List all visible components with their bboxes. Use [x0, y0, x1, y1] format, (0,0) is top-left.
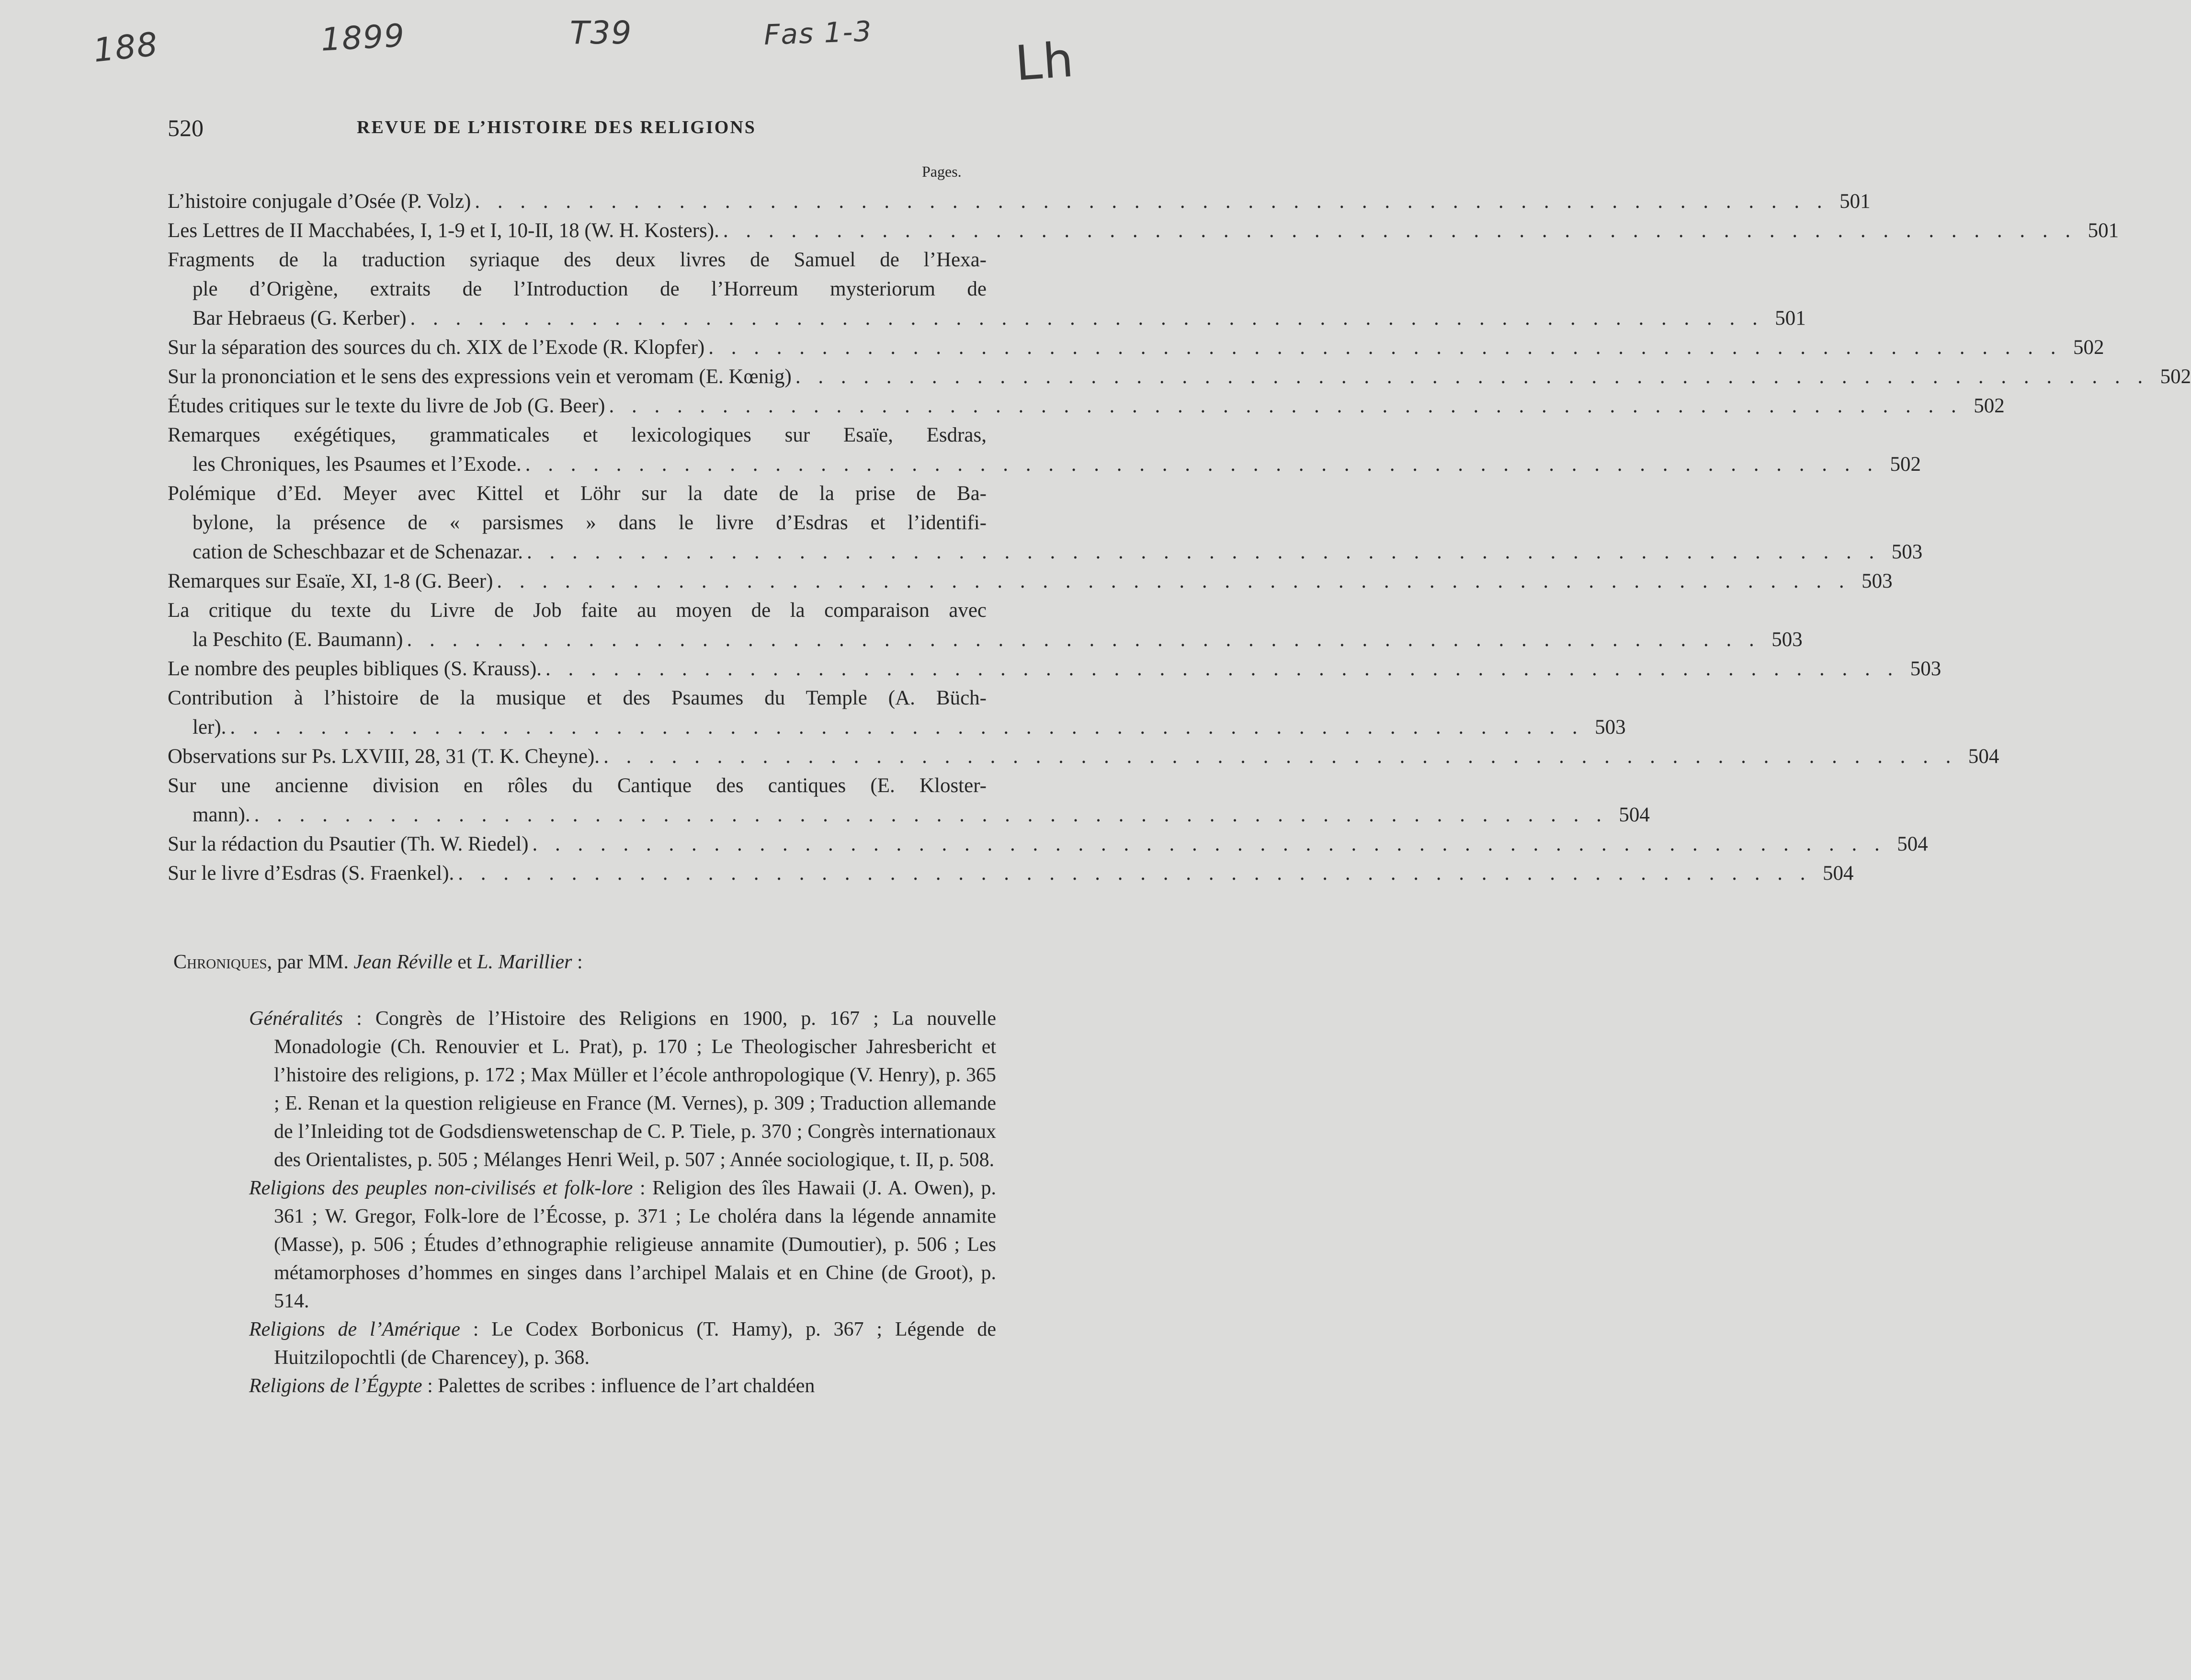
toc-entry [168, 683, 1626, 742]
toc-entry [168, 596, 1803, 654]
dot-leader: . . . . . . . . . . . . . . . . . . . . . . . . . . . . . . . . . . . . . . . . . . . . . . . . . . . . . . . . . . . . [723, 219, 2077, 242]
toc-entry-text: Observations sur Ps. LXVIII, 28, 31 (T. K. Cheyne). [168, 745, 600, 768]
toc-line [168, 391, 2005, 420]
section-text: : Palettes de scribes : influence de l’art chaldéen [422, 1375, 815, 1397]
table-of-contents [168, 187, 2191, 888]
toc-line [168, 450, 1921, 479]
toc-entry-text: cation de Scheschbazar et de Schenazar. [193, 541, 523, 563]
section-text: : Le Codex Borbonicus (T. Hamy), p. 367 ; Légende de Huitzilopochtli (de Charencey), p. 368. [274, 1318, 996, 1369]
section-heading: Religions de l’Amérique [249, 1318, 460, 1340]
page-number: 520 [168, 114, 204, 141]
dot-leader: . . . . . . . . . . . . . . . . . . . . . . . . . . . . . . . . . . . . . . . . . . . . . . . . . . . . . . . . . . . . [545, 658, 1899, 680]
toc-line [168, 333, 2104, 362]
toc-entry-text: Remarques sur Esaïe, XI, 1-8 (G. Beer) [168, 570, 493, 592]
chroniques-sections [249, 1005, 996, 1400]
toc-page-number: 504 [1619, 804, 1650, 826]
toc-entry-text: Sur le livre d’Esdras (S. Fraenkel). [168, 862, 454, 885]
section-text: : Religion des îles Hawaii (J. A. Owen), p. 361 ; W. Gregor, Folk-lore de l’Écosse, p. 371 ; Le choléra dans la légende annamite (Masse), p. 506 ; Études d’ethnographie religieuse annamite (Dumoutier), p. 506 ; Les métamorphoses d’hommes en singes dans l’archipel Malais et en Chine (de Groot), p. 514. [274, 1177, 996, 1312]
toc-line [168, 216, 2119, 245]
toc-page-number: 504 [1823, 862, 1854, 885]
toc-entry [168, 829, 1928, 859]
section-heading: Généralités [249, 1008, 343, 1030]
toc-line [168, 771, 987, 800]
chroniques-heading [173, 951, 583, 974]
section-heading: Religions de l’Égypte [249, 1375, 422, 1397]
toc-page-number: 504 [1968, 745, 1999, 768]
toc-entry-text: Les Lettres de II Macchabées, I, 1-9 et I, 10-II, 18 (W. H. Kosters). [168, 219, 719, 242]
handwritten-note-4: Fas 1-3 [763, 15, 873, 51]
toc-line [168, 508, 987, 537]
handwritten-note-2: 1899 [320, 17, 406, 58]
section-text: : Congrès de l’Histoire des Religions en 1900, p. 167 ; La nouvelle Monadologie (Ch. Renouvier et L. Prat), p. 170 ; Le Theologischer Jahresbericht et l’histoire des religions, p. 172 ; Max Müller et l’école anthropologique (V. Henry), p. 365 ; E. Renan et la question religieuse en France (M. Vernes), p. 309 ; Traduction allemande de l’Inleiding tot de Godsdienswetenschap de C. P. Tiele, p. 370 ; Congrès internationaux des Orientalistes, p. 505 ; Mélanges Henri Weil, p. 507 ; Année sociologique, t. II, p. 508. [274, 1008, 996, 1171]
dot-leader: . . . . . . . . . . . . . . . . . . . . . . . . . . . . . . . . . . . . . . . . . . . . . . . . . . . . . . . . . . . . [708, 336, 2062, 359]
chroniques-label: Chroniques [173, 951, 267, 973]
toc-entry [168, 771, 1650, 829]
toc-entry-text: La critique du texte du Livre de Job faite au moyen de la comparaison avec [168, 599, 987, 622]
toc-page-number: 502 [1890, 453, 1921, 476]
toc-entry-text: ple d’Origène, extraits de l’Introduction de l’Horreum mysteriorum de [193, 278, 987, 300]
toc-entry-text: Sur une ancienne division en rôles du Cantique des cantiques (E. Kloster- [168, 774, 987, 797]
chroniques-et: et [452, 951, 477, 973]
toc-page-number: 504 [1897, 833, 1928, 855]
toc-page-number: 502 [1974, 395, 2005, 417]
dot-leader: . . . . . . . . . . . . . . . . . . . . . . . . . . . . . . . . . . . . . . . . . . . . . . . . . . . . . . . . . . . . [527, 541, 1881, 563]
toc-entry [168, 859, 1854, 888]
chroniques-colon: : [572, 951, 583, 973]
toc-entry-text: la Peschito (E. Baumann) [193, 628, 403, 651]
toc-line [168, 187, 1871, 216]
toc-line [168, 274, 987, 304]
toc-entry [168, 245, 1806, 333]
toc-entry [168, 391, 2005, 420]
toc-entry [168, 654, 1941, 683]
toc-line [168, 567, 1893, 596]
toc-page-number: 502 [2073, 336, 2104, 359]
toc-page-number: 501 [1839, 190, 1871, 213]
toc-entry [168, 216, 2119, 245]
toc-line [168, 245, 987, 274]
toc-entry-text: Le nombre des peuples bibliques (S. Krauss). [168, 658, 542, 680]
toc-entry [168, 742, 1999, 771]
handwritten-note-5: Lh [1013, 31, 1077, 92]
dot-leader: . . . . . . . . . . . . . . . . . . . . . . . . . . . . . . . . . . . . . . . . . . . . . . . . . . . . . . . . . . . . [475, 190, 1828, 213]
toc-entry-text: ler). [193, 716, 227, 738]
toc-page-number: 503 [1891, 541, 1923, 563]
toc-entry-text: Bar Hebraeus (G. Kerber) [193, 307, 407, 329]
toc-entry-text: mann). [193, 804, 250, 826]
pages-column-label: Pages. [922, 163, 962, 180]
toc-line [168, 683, 987, 713]
dot-leader: . . . . . . . . . . . . . . . . . . . . . . . . . . . . . . . . . . . . . . . . . . . . . . . . . . . . . . . . . . . . [410, 307, 1764, 329]
chroniques-author-2: L. Marillier [477, 951, 572, 973]
toc-line [168, 596, 987, 625]
chronique-section [249, 1372, 996, 1400]
toc-line [168, 304, 1806, 333]
toc-entry-text: Polémique d’Ed. Meyer avec Kittel et Löhr sur la date de la prise de Ba- [168, 482, 987, 505]
toc-entry-text: Contribution à l’histoire de la musique et des Psaumes du Temple (A. Büch- [168, 687, 987, 709]
toc-line [168, 742, 1999, 771]
toc-entry-text: Fragments de la traduction syriaque des deux livres de Samuel de l’Hexa- [168, 249, 987, 271]
toc-entry [168, 567, 1893, 596]
chronique-section [249, 1174, 996, 1316]
section-heading: Religions des peuples non-civilisés et folk-lore [249, 1177, 633, 1199]
toc-page-number: 501 [1775, 307, 1806, 329]
toc-entry-text: Sur la rédaction du Psautier (Th. W. Riedel) [168, 833, 529, 855]
toc-page-number: 503 [1910, 658, 1941, 680]
toc-line [168, 420, 987, 450]
dot-leader: . . . . . . . . . . . . . . . . . . . . . . . . . . . . . . . . . . . . . . . . . . . . . . . . . . . . . . . . . . . . [458, 862, 1812, 885]
toc-entry-text: bylone, la présence de « parsismes » dans le livre d’Esdras et l’identifi- [193, 511, 987, 534]
toc-page-number: 503 [1595, 716, 1626, 738]
toc-entry [168, 420, 1921, 479]
dot-leader: . . . . . . . . . . . . . . . . . . . . . . . . . . . . . . . . . . . . . . . . . . . . . . . . . . . . . . . . . . . . [230, 716, 1584, 738]
toc-entry-text: les Chroniques, les Psaumes et l’Exode. [193, 453, 522, 476]
toc-entry-text: Sur la prononciation et le sens des expressions vein et veromam (E. Kœnig) [168, 365, 792, 388]
running-title: REVUE DE L’HISTOIRE DES RELIGIONS [357, 117, 756, 137]
toc-entry [168, 187, 1871, 216]
toc-line [168, 654, 1941, 683]
toc-line [168, 625, 1803, 654]
chronique-section [249, 1005, 996, 1174]
dot-leader: . . . . . . . . . . . . . . . . . . . . . . . . . . . . . . . . . . . . . . . . . . . . . . . . . . . . . . . . . . . . [525, 453, 1879, 476]
dot-leader: . . . . . . . . . . . . . . . . . . . . . . . . . . . . . . . . . . . . . . . . . . . . . . . . . . . . . . . . . . . . [254, 804, 1608, 826]
toc-page-number: 503 [1862, 570, 1893, 592]
toc-entry-text: Remarques exégétiques, grammaticales et lexicologiques sur Esaïe, Esdras, [168, 424, 987, 446]
chroniques-author-1: Jean Réville [353, 951, 453, 973]
dot-leader: . . . . . . . . . . . . . . . . . . . . . . . . . . . . . . . . . . . . . . . . . . . . . . . . . . . . . . . . . . . . [795, 365, 2149, 388]
dot-leader: . . . . . . . . . . . . . . . . . . . . . . . . . . . . . . . . . . . . . . . . . . . . . . . . . . . . . . . . . . . . [609, 395, 1963, 417]
dot-leader: . . . . . . . . . . . . . . . . . . . . . . . . . . . . . . . . . . . . . . . . . . . . . . . . . . . . . . . . . . . . [603, 745, 1957, 768]
dot-leader: . . . . . . . . . . . . . . . . . . . . . . . . . . . . . . . . . . . . . . . . . . . . . . . . . . . . . . . . . . . . [497, 570, 1850, 592]
toc-entry [168, 362, 2191, 391]
toc-entry [168, 333, 2104, 362]
toc-line [168, 829, 1928, 859]
toc-entry-text: L’histoire conjugale d’Osée (P. Volz) [168, 190, 471, 213]
toc-entry-text: Sur la séparation des sources du ch. XIX de l’Exode (R. Klopfer) [168, 336, 705, 359]
toc-page-number: 503 [1771, 628, 1803, 651]
toc-line [168, 859, 1854, 888]
toc-line [168, 479, 987, 508]
toc-page-number: 502 [2160, 365, 2191, 388]
dot-leader: . . . . . . . . . . . . . . . . . . . . . . . . . . . . . . . . . . . . . . . . . . . . . . . . . . . . . . . . . . . . [532, 833, 1886, 855]
toc-line [168, 537, 1923, 567]
toc-line [168, 800, 1650, 829]
dot-leader: . . . . . . . . . . . . . . . . . . . . . . . . . . . . . . . . . . . . . . . . . . . . . . . . . . . . . . . . . . . . [407, 628, 1760, 651]
toc-page-number: 501 [2088, 219, 2119, 242]
toc-line [168, 713, 1626, 742]
handwritten-note-1: 188 [91, 25, 160, 70]
chroniques-par: , par MM. [267, 951, 354, 973]
toc-line [168, 362, 2191, 391]
toc-entry [168, 479, 1923, 567]
handwritten-note-3: T39 [570, 14, 633, 51]
chronique-section [249, 1316, 996, 1372]
toc-entry-text: Études critiques sur le texte du livre de Job (G. Beer) [168, 395, 605, 417]
